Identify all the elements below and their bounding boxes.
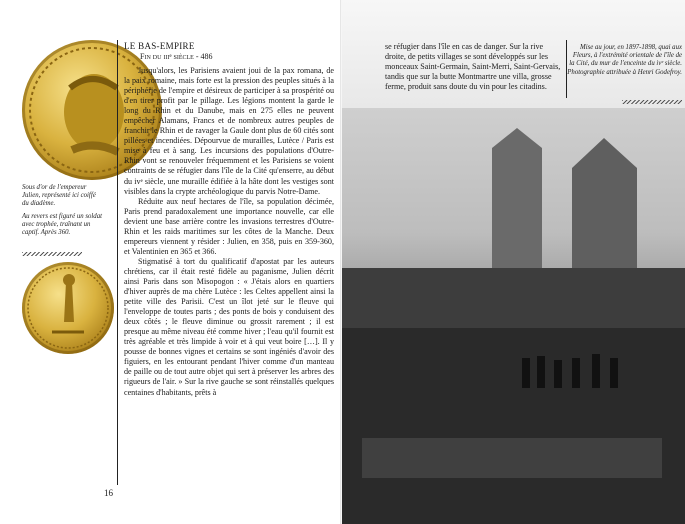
coin-reverse-caption: Au revers est figuré un soldat avec trophée, traînant un captif. Après 360. [22,212,102,237]
body-column [124,66,334,398]
right-page [342,0,685,524]
coin-captions [22,184,102,241]
photo-caption: Mise au jour, en 1897-1898, quai aux Fleurs, à l'extrémité orientale de l'île de la Cité, du mur de l'enceinte du ivᵉ siècle. Photographie attribuée à Henri Godefroy. [567,44,682,76]
body-paragraph: Jusqu'alors, les Parisiens avaient joui de la pax romana, de la paix romaine, mais forte est la pression des peuples situés à la périphérie de l'empire et désireux de participer à sa prospérité ou d'en tirer profit par le pillage. Les légions montent la garde le long du Rhin et du Danube, mais en 275 elles ne peuvent empêcher Alamans, Francs et de nombreux autres peuples de franchir le Rhin et de ravager la Gaule dont plus de 60 cités sont pillées et incendiées. Dépourvue de murailles, Lutèce / Paris est mise à feu et à sang. Les incursions des populations d'Outre-Rhin vont se renouveler fréquemment et les Parisiens se voient contraints de se réfugier dans l'île de la Cité qu'enserre, au début du ivᵉ siècle, une muraille édifiée à la hâte dont les vestiges sont visibles dans la crypte archéologique du parvis Notre-Dame. [124,66,334,196]
page-number: 16 [104,488,113,498]
coin-obverse-caption: Sous d'or de l'empereur Julien, représenté ici coiffé du diadème. [22,184,96,208]
column-rule [117,40,118,485]
body-continuation [385,42,565,92]
body-paragraph: se réfugier dans l'île en cas de danger. Sur la rive droite, de petits villages se sont développés sur les monceaux Saint-Germain, Saint-Merri, Saint-Gervais, tandis que sur la butte Montmartre une villa, grosse ferme, produit sans doute du vin pour les citadins. [385,42,561,92]
body-paragraph: Réduite aux neuf hectares de l'île, sa population décimée, Paris prend paradoxalement une importance nouvelle, car elle devient une base arrière contre les invasions terrestres d'Outre-Rhin et les raids maritimes sur les côtes de la Manche. Deux empereurs viennent y résider : Julien, en 358, puis en 359-360, et Valentinien en 365 et 366. [124,196,334,256]
left-page [0,0,342,524]
historic-photograph [342,108,685,524]
chapter-period: Fin du iiiᵉ siècle - 486 [140,52,213,61]
gold-coin-reverse-image [22,262,114,354]
zigzag-divider [22,252,82,256]
body-paragraph: Stigmatisé à tort du qualificatif d'apostat par les auteurs chrétiens, car il était resté fidèle au paganisme, Julien décrit ainsi Paris dans son Misopogon : « J'étais alors en quartiers d'hiver auprès de ma chère Lutèce : les Celtes appellent ainsi la petite ville des Parisii. C'est un îlot jeté sur le fleuve qui l'enveloppe de toutes parts ; des ponts de bois y conduisent des deux côtés ; le fleuve diminue ou grossit rarement ; il est presque au même niveau été comme hiver ; l'eau qu'il fournit est très agréable et très limpide à voir et à qui veut boire […]. Il y pousse de bonnes vignes et certains se sont ingéniés d'avoir des figuiers, en les entourant pendant l'hiver comme d'un manteau de paille ou de tout autre objet qui sert à préserver les arbres des rigueurs de l'air. » Sur la rive gauche se sont réinstallés quelques centaines d'habitants, prêts à [124,256,334,397]
chapter-title: LE BAS-EMPIRE [124,41,195,51]
zigzag-divider [622,100,682,104]
